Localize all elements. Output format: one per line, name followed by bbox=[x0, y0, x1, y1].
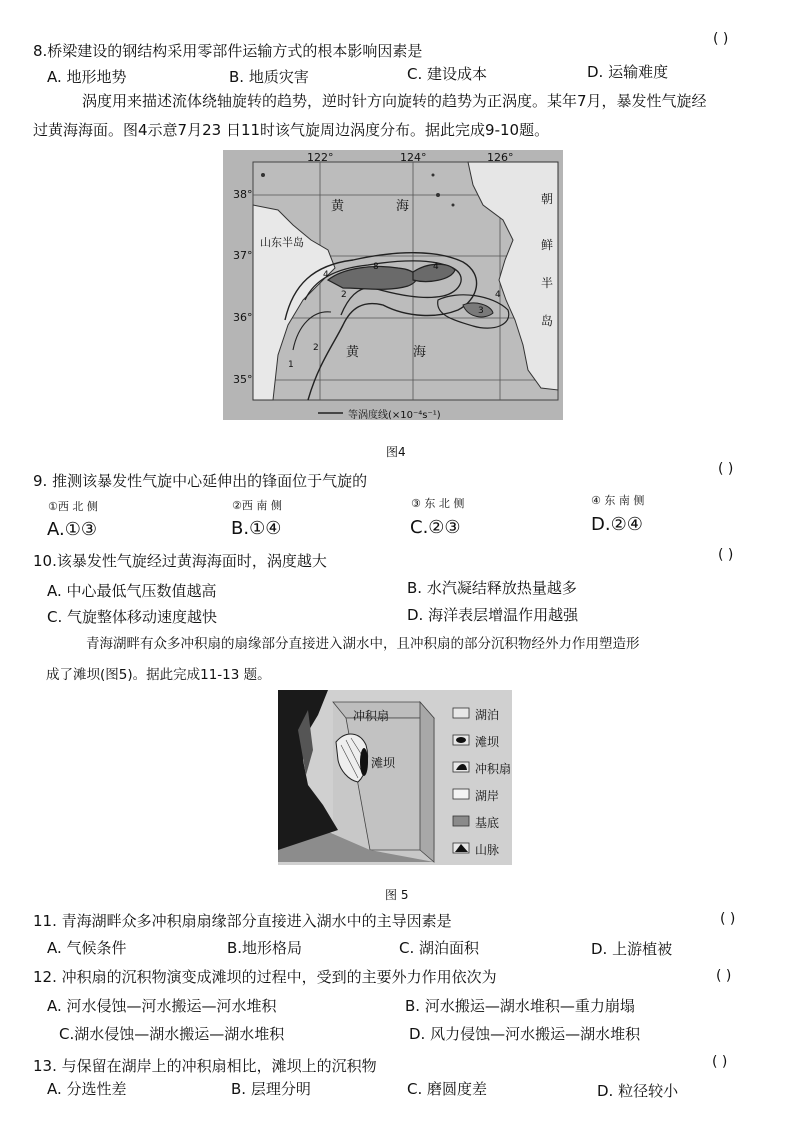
passage2-line2: 成了滩坝(图5)。据此完成11-13 题。 bbox=[46, 667, 271, 683]
fig4-lon-126: 126° bbox=[487, 151, 514, 164]
fig4-label-huang2: 黄 bbox=[346, 345, 360, 360]
fig4-contour-value: 2 bbox=[341, 290, 347, 300]
answer-paren: ( ) bbox=[720, 911, 736, 927]
q10-stem: 10.该暴发性气旋经过黄海海面时，涡度越大 bbox=[33, 552, 327, 570]
fig4-lat-38: 38° bbox=[233, 188, 253, 201]
fig4-lat-35: 35° bbox=[233, 373, 253, 386]
q9-option-c: C.②③ bbox=[410, 517, 461, 538]
q11-option-b: B.地形格局 bbox=[227, 939, 303, 957]
q10-option-d: D. 海洋表层增温作用越强 bbox=[407, 606, 579, 624]
q10-option-c: C. 气旋整体移动速度越快 bbox=[47, 608, 218, 626]
fig4-label-hai1: 海 bbox=[396, 199, 410, 214]
q12-option-a: A. 河水侵蚀—河水搬运—河水堆积 bbox=[47, 997, 277, 1015]
fig5-legend-base: 基底 bbox=[475, 816, 500, 830]
fig5-legend-shore: 湖岸 bbox=[475, 789, 500, 803]
fig4-lon-122: 122° bbox=[307, 151, 334, 164]
answer-paren: ( ) bbox=[712, 1054, 728, 1070]
q12-option-d: D. 风力侵蚀—河水搬运—湖水堆积 bbox=[409, 1025, 641, 1043]
fig4-label-huang1: 黄 bbox=[331, 199, 345, 214]
q13-stem: 13. 与保留在湖岸上的冲积扇相比，滩坝上的沉积物 bbox=[33, 1057, 377, 1075]
q13-option-c: C. 磨圆度差 bbox=[407, 1080, 488, 1098]
fig4-label-korea-1: 朝 bbox=[541, 192, 554, 206]
q13-option-a: A. 分选性差 bbox=[47, 1080, 127, 1098]
passage2-line1: 青海湖畔有众多冲积扇的扇缘部分直接进入湖水中，且冲积扇的部分沉积物经外力作用塑造形 bbox=[86, 636, 640, 652]
q12-option-c: C.湖水侵蚀—湖水搬运—湖水堆积 bbox=[59, 1025, 285, 1043]
fig4-lon-124: 124° bbox=[400, 151, 427, 164]
fig4-contour-value: 3 bbox=[478, 306, 484, 316]
q8-option-c: C. 建设成本 bbox=[407, 65, 488, 83]
fig4-contour-value: 2 bbox=[313, 343, 319, 353]
fig4-legend: 等涡度线(×10⁻⁴s⁻¹) bbox=[348, 410, 441, 420]
fig5-label-dam: 滩坝 bbox=[371, 756, 396, 770]
fig5-legend-fan: 冲积扇 bbox=[475, 762, 512, 776]
fig4-contour-value: 4 bbox=[433, 262, 439, 272]
q9-stem: 9. 推测该暴发性气旋中心延伸出的锋面位于气旋的 bbox=[33, 472, 368, 490]
q9-choice-1: ①西 北 侧 bbox=[48, 500, 98, 513]
q10-option-b: B. 水汽凝结释放热量越多 bbox=[407, 579, 577, 597]
answer-paren: ( ) bbox=[713, 31, 729, 47]
q9-option-b: B.①④ bbox=[231, 518, 282, 539]
q9-option-d: D.②④ bbox=[591, 514, 643, 535]
fig5-label-fan: 冲积扇 bbox=[353, 709, 390, 723]
fig5-legend-dam: 滩坝 bbox=[475, 735, 500, 749]
fig4-label-hai2: 海 bbox=[413, 345, 427, 360]
q8-option-a: A. 地形地势 bbox=[47, 68, 127, 86]
q13-option-d: D. 粒径较小 bbox=[597, 1082, 679, 1100]
q8-option-d: D. 运输难度 bbox=[587, 63, 669, 81]
q11-option-d: D. 上游植被 bbox=[591, 940, 673, 958]
passage1-line2: 过黄海海面。图4示意7月23 日11时该气旋周边涡度分布。据此完成9-10题。 bbox=[33, 121, 550, 139]
fig4-contour-value: 4 bbox=[323, 270, 329, 280]
q9-choice-4: ④ 东 南 侧 bbox=[591, 494, 645, 507]
fig4-label-shandong: 山东半岛 bbox=[260, 236, 304, 249]
fig4-label-korea-3: 半 bbox=[541, 276, 554, 290]
fig4-contour-value: 4 bbox=[495, 290, 501, 300]
q12-option-b: B. 河水搬运—湖水堆积—重力崩塌 bbox=[405, 997, 635, 1015]
q9-choice-3: ③ 东 北 侧 bbox=[411, 497, 465, 510]
q9-option-a: A.①③ bbox=[47, 519, 97, 540]
q8-stem: 8.桥梁建设的钢结构采用零部件运输方式的根本影响因素是 bbox=[33, 42, 423, 60]
q11-option-a: A. 气候条件 bbox=[47, 939, 127, 957]
fig4-label-korea-4: 岛 bbox=[541, 314, 554, 328]
passage1-line1: 涡度用来描述流体绕轴旋转的趋势，逆时针方向旋转的趋势为正涡度。某年7月，暴发性气旋经 bbox=[82, 92, 707, 110]
q11-option-c: C. 湖泊面积 bbox=[399, 939, 480, 957]
q13-option-b: B. 层理分明 bbox=[231, 1080, 311, 1098]
fig4-lat-37: 37° bbox=[233, 249, 253, 262]
answer-paren: ( ) bbox=[718, 461, 734, 477]
fig4-contour-value: 1 bbox=[288, 360, 294, 370]
fig4-contour-value: 8 bbox=[373, 262, 379, 272]
fig5-legend-mountain: 山脉 bbox=[475, 843, 500, 857]
fig4-lat-36: 36° bbox=[233, 311, 253, 324]
q12-stem: 12. 冲积扇的沉积物演变成滩坝的过程中，受到的主要外力作用依次为 bbox=[33, 968, 497, 986]
figure5-diagram bbox=[278, 690, 512, 865]
fig5-legend-lake: 湖泊 bbox=[475, 708, 500, 722]
q11-stem: 11. 青海湖畔众多冲积扇扇缘部分直接进入湖水中的主导因素是 bbox=[33, 912, 452, 930]
answer-paren: ( ) bbox=[716, 968, 732, 984]
figure4-svg bbox=[223, 150, 563, 420]
q8-option-b: B. 地质灾害 bbox=[229, 68, 309, 86]
answer-paren: ( ) bbox=[718, 547, 734, 563]
q9-choice-2: ②西 南 侧 bbox=[232, 499, 282, 512]
q10-option-a: A. 中心最低气压数值越高 bbox=[47, 582, 217, 600]
figure4-map bbox=[223, 150, 563, 420]
fig5-caption: 图 5 bbox=[385, 888, 409, 902]
fig4-caption: 图4 bbox=[386, 445, 406, 459]
fig4-label-korea-2: 鲜 bbox=[541, 238, 554, 252]
